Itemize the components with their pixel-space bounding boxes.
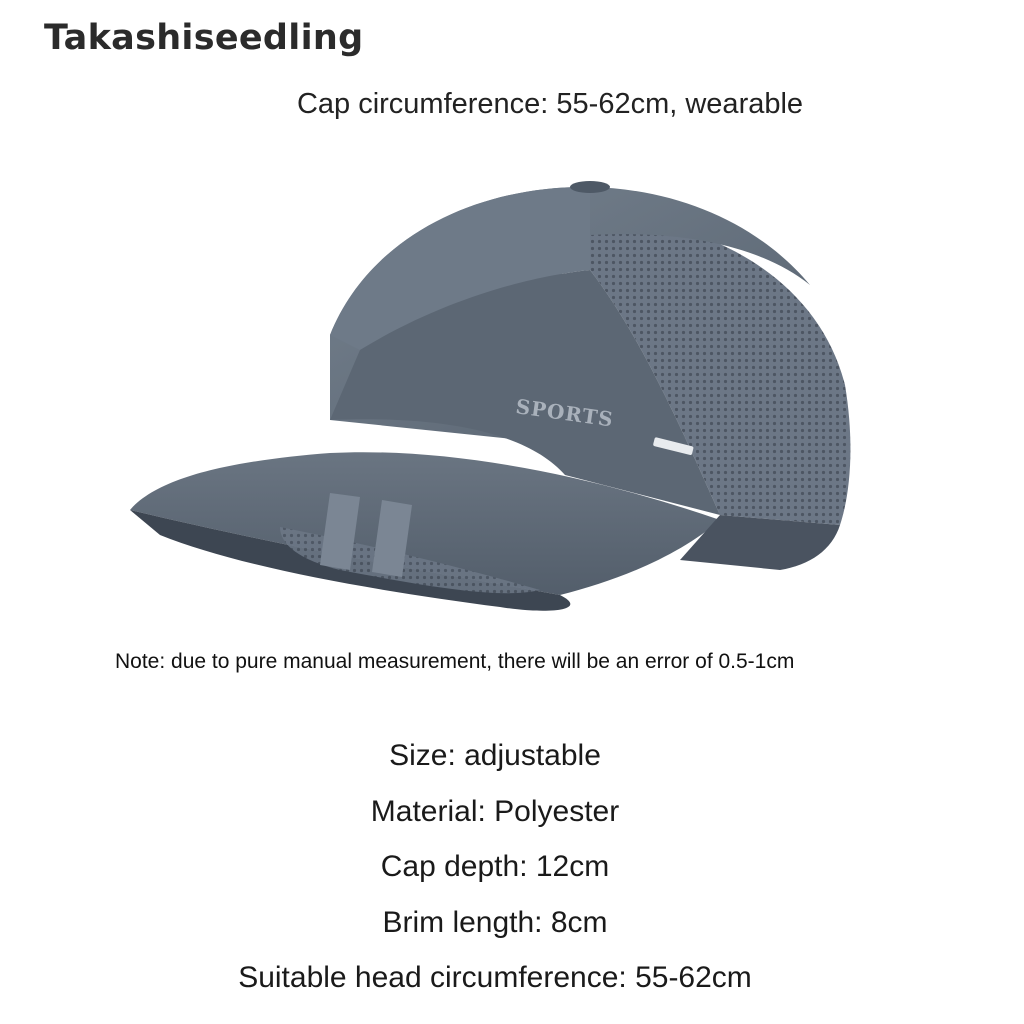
spec-material: Material: Polyester: [370, 794, 620, 828]
cap-product-image: [120, 175, 900, 620]
spec-list: [0, 728, 990, 1006]
spec-cap-depth: Cap depth: 12cm: [380, 850, 610, 883]
cap-circumference-headline: Cap circumference: 55-62cm, wearable: [296, 88, 804, 120]
cap-logo: SPORTS: [514, 394, 616, 432]
brand-name: Takashiseedling: [44, 18, 364, 58]
spec-brim-length: Brim length: 8cm: [382, 905, 608, 939]
spec-size: Size: adjustable: [389, 739, 601, 772]
measurement-note: Note: due to pure manual measurement, there will be an error of 0.5-1cm: [115, 650, 795, 673]
spec-head-circumference: Suitable head circumference: 55-62cm: [238, 961, 752, 994]
